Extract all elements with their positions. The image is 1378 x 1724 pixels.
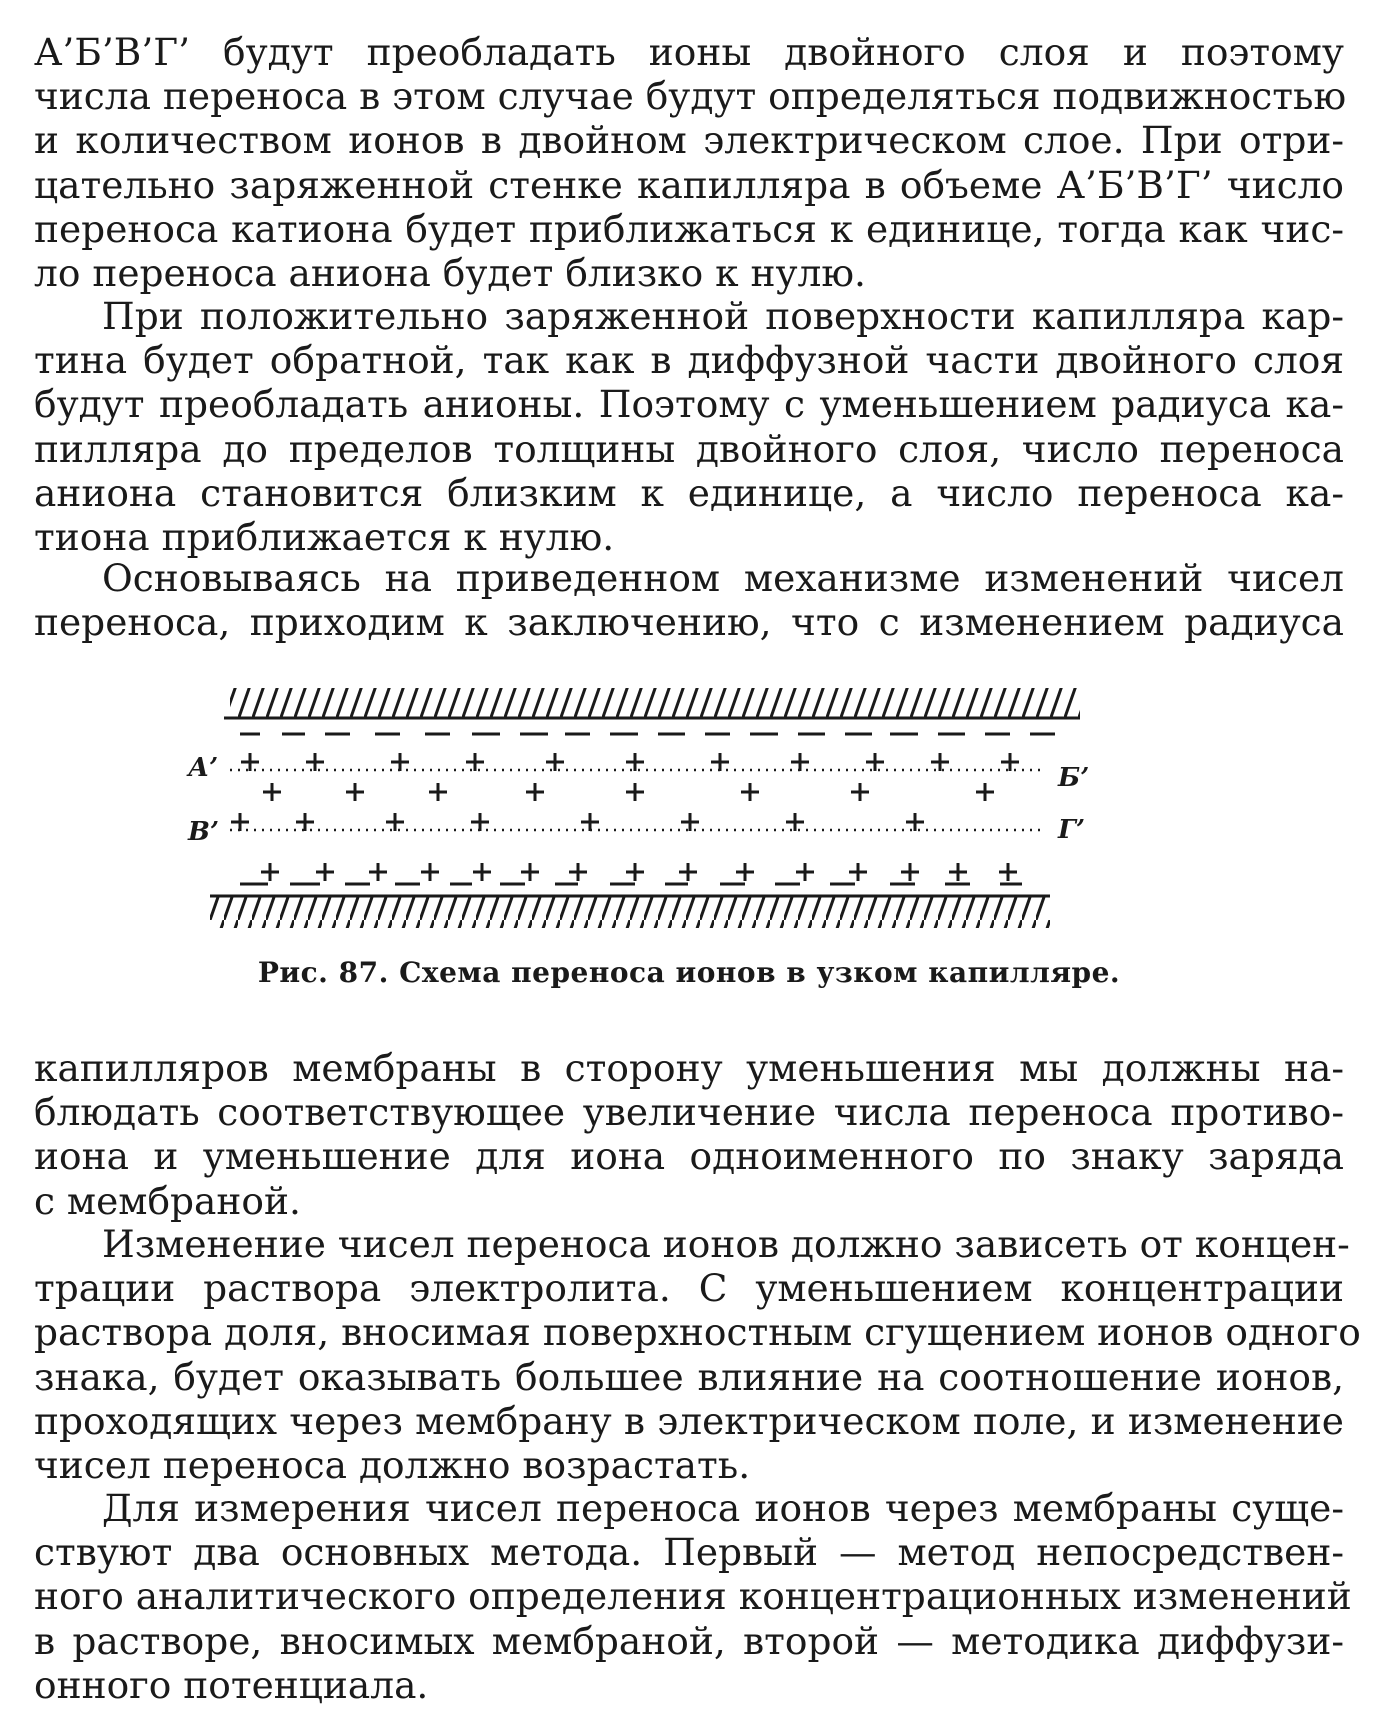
capillary-bottom-wall xyxy=(210,896,1050,928)
text-line: Для измерения чисел переноса ионов через мембраны суще- xyxy=(102,1486,1344,1530)
text-line: При положительно заряженной поверхности капилляра кар- xyxy=(102,294,1344,338)
text-line: проходящих через мембрану в электрическом поле, и изменение xyxy=(34,1398,1344,1443)
text-line: будут преобладать анионы. Поэтому с уменьшением радиуса ка- xyxy=(34,382,1344,427)
text-line: А’Б’В’Г’ будут преобладать ионы двойного слоя и поэтому xyxy=(34,30,1344,74)
positive-ion xyxy=(306,753,324,771)
positive-ion xyxy=(849,863,867,881)
text-line: знака, будет оказывать большее влияние на соотношение ионов, xyxy=(34,1354,1344,1399)
positive-ion xyxy=(901,863,919,881)
positive-ion xyxy=(261,863,279,881)
positive-ion xyxy=(421,863,439,881)
positive-ion xyxy=(999,863,1017,881)
positive-ion xyxy=(316,863,334,881)
paragraph-3 xyxy=(34,556,1344,644)
positive-ion xyxy=(791,753,809,771)
positive-ion xyxy=(391,753,409,771)
label-g: Г’ xyxy=(1058,815,1086,845)
positive-ion xyxy=(931,753,949,771)
text-line: цательно заряженной стенке капилляра в объеме А’Б’В’Г’ число xyxy=(34,162,1344,207)
positive-ion xyxy=(851,783,869,801)
positive-ion xyxy=(241,753,259,771)
positive-ion xyxy=(569,863,587,881)
text-line: ствуют два основных метода. Первый — метод непосредствен- xyxy=(34,1530,1344,1575)
text-line: переноса, приходим к заключению, что с изменением радиуса xyxy=(34,600,1344,645)
text-line: ного аналитического определения концентрационных изменений xyxy=(34,1574,1352,1619)
label-b: Б’ xyxy=(1058,763,1090,793)
paragraph-6 xyxy=(34,1486,1352,1707)
capillary-top-wall xyxy=(224,688,1080,718)
positive-ion xyxy=(296,813,314,831)
text-line: Основываясь на приведенном механизме изменений чисел xyxy=(102,556,1344,600)
positive-ion xyxy=(736,863,754,881)
positive-ion xyxy=(949,863,967,881)
text-line: пилляра до пределов толщины двойного слоя, число переноса xyxy=(34,426,1344,471)
positive-ion xyxy=(796,863,814,881)
text-line: ло переноса аниона будет близко к нулю. xyxy=(34,251,866,296)
text-line: тина будет обратной, так как в диффузной части двойного слоя xyxy=(34,338,1344,383)
positive-ion xyxy=(581,813,599,831)
positive-ion xyxy=(369,863,387,881)
positive-ion xyxy=(263,783,281,801)
text-line: чисел переноса должно возрастать. xyxy=(34,1443,751,1488)
positive-ion xyxy=(711,753,729,771)
figure-caption: Рис. 87. Схема переноса ионов в узком капилляре. xyxy=(257,956,1121,989)
text-line: блюдать соответствующее увеличение числа переноса противо- xyxy=(34,1090,1344,1135)
paragraph-2 xyxy=(34,294,1344,559)
positive-ion xyxy=(521,863,539,881)
positive-ion xyxy=(466,753,484,771)
text-line: аниона становится близким к единице, а число переноса ка- xyxy=(34,470,1344,515)
text-line: переноса катиона будет приближаться к единице, тогда как чис- xyxy=(34,206,1344,251)
positive-ion xyxy=(681,813,699,831)
positive-ion xyxy=(786,813,804,831)
positive-ion xyxy=(526,783,544,801)
positive-ion xyxy=(471,813,489,831)
positive-ion xyxy=(866,753,884,771)
positive-ion xyxy=(231,813,249,831)
text-line: тиона приближается к нулю. xyxy=(34,515,615,560)
label-v: В’ xyxy=(188,817,220,847)
paragraph-5 xyxy=(34,1222,1361,1488)
positive-ion xyxy=(473,863,491,881)
positive-ion xyxy=(906,813,924,831)
positive-ion xyxy=(1001,753,1019,771)
text-line: числа переноса в этом случае будут определяться подвижностью xyxy=(34,74,1347,119)
positive-ions xyxy=(231,753,1019,881)
paragraph-4 xyxy=(34,1046,1344,1223)
text-line: с мембраной. xyxy=(34,1178,301,1223)
positive-ion xyxy=(679,863,697,881)
positive-ion xyxy=(976,783,994,801)
paragraph-1 xyxy=(34,30,1347,296)
text-line: трации раствора электролита. С уменьшением концентрации xyxy=(34,1266,1344,1311)
capillary-diagram xyxy=(188,680,1160,930)
positive-ion xyxy=(741,783,759,801)
label-a: А’ xyxy=(188,753,219,783)
text-line: Изменение чисел переноса ионов должно зависеть от концен- xyxy=(102,1222,1350,1266)
text-line: капилляров мембраны в сторону уменьшения мы должны на- xyxy=(34,1046,1344,1090)
text-line: онного потенциала. xyxy=(34,1662,429,1707)
text-line: иона и уменьшение для иона одноименного по знаку заряда xyxy=(34,1134,1344,1179)
text-line: и количеством ионов в двойном электрическом слое. При отри- xyxy=(34,118,1344,163)
positive-ion xyxy=(626,753,644,771)
positive-ion xyxy=(626,863,644,881)
positive-ion xyxy=(546,753,564,771)
positive-ion xyxy=(429,783,447,801)
positive-ion xyxy=(386,813,404,831)
positive-ion xyxy=(346,783,364,801)
positive-ion xyxy=(626,783,644,801)
text-line: в растворе, вносимых мембраной, второй — методика диффузи- xyxy=(34,1618,1344,1663)
text-line: раствора доля, вносимая поверхностным сгущением ионов одного xyxy=(34,1310,1361,1355)
